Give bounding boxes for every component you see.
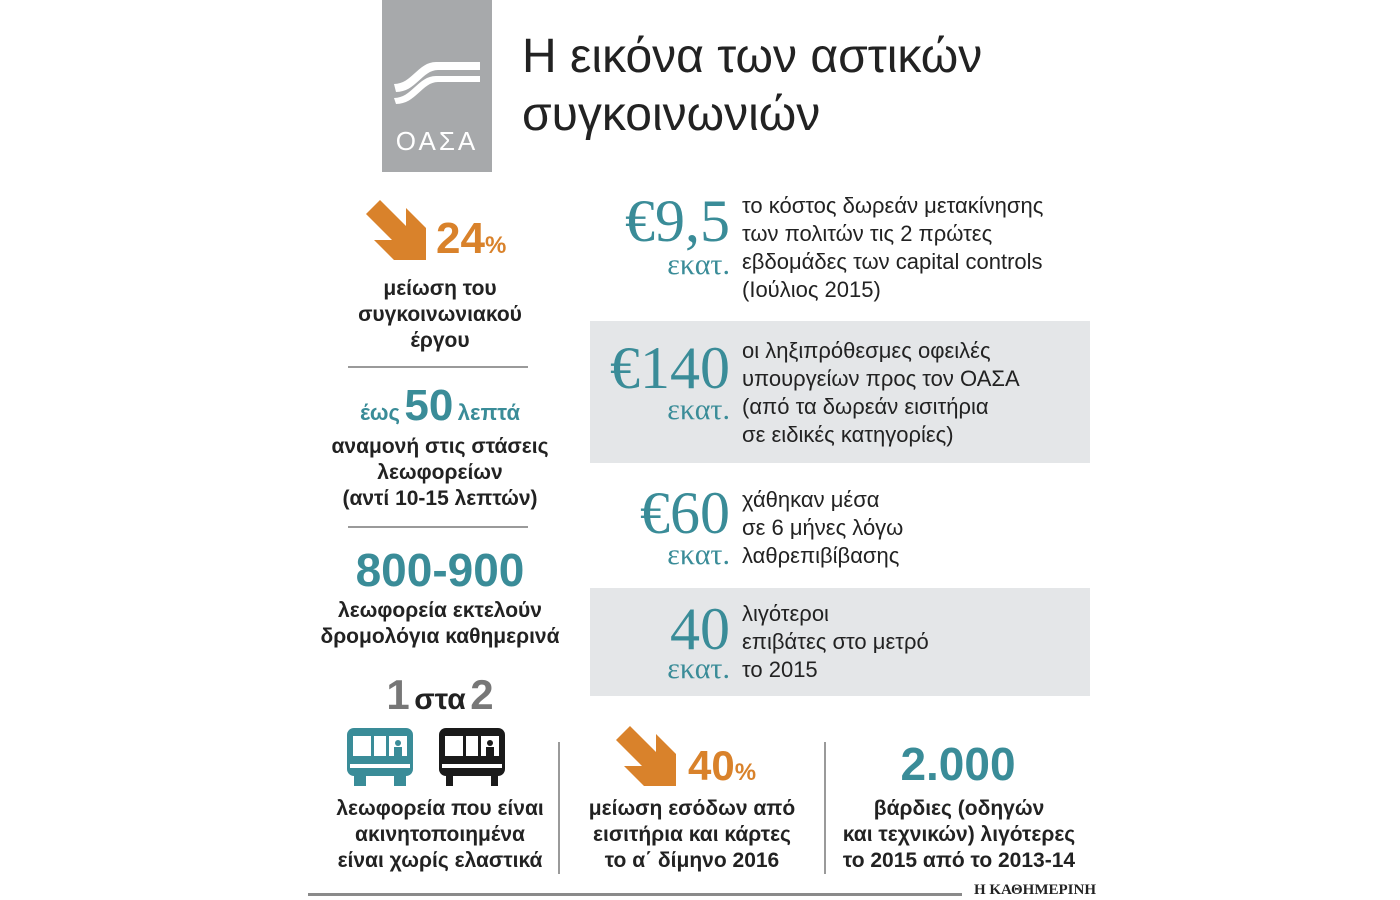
desc-line: εβδομάδες των capital controls	[742, 249, 1043, 274]
desc-line: μείωση εσόδων από	[588, 797, 796, 820]
item-desc	[742, 337, 1090, 449]
stat-one-in-two-desc	[300, 796, 580, 874]
desc-line: σε 6 μήνες λόγω	[742, 515, 904, 540]
desc-line: και τεχνικών) λιγότερες	[842, 823, 1076, 846]
desc-line: λιγότεροι	[742, 601, 829, 626]
desc-line: λεωφορεία που είναι	[336, 797, 544, 820]
desc-line: βάρδιες (οδηγών	[873, 797, 1045, 820]
stat-unit: %	[484, 232, 507, 259]
desc-line: το 2015 από το 2013-14	[842, 849, 1076, 872]
stat-value: 40	[688, 742, 735, 789]
cost-free-transit-block	[590, 188, 1090, 312]
down-right-arrow-icon	[616, 726, 678, 788]
desc-line: το κόστος δωρεάν μετακίνησης	[742, 193, 1044, 218]
title-line-1: Η εικόνα των αστικών	[522, 30, 983, 83]
desc-line: οι ληξιπρόθεσμες οφειλές	[742, 338, 991, 363]
item-value: €9,5	[625, 188, 730, 254]
item-value: €60	[640, 480, 730, 546]
desc-line: χάθηκαν μέσα	[742, 487, 880, 512]
stat-wait-time-desc	[320, 434, 560, 512]
desc-line: εισιτήρια και κάρτες	[593, 823, 791, 846]
item-unit: εκατ.	[667, 393, 730, 426]
item-desc	[742, 192, 1090, 304]
footer-rule	[308, 893, 962, 896]
stat-value: 24	[436, 214, 485, 263]
desc-line: (από τα δωρεάν εισιτήρια	[742, 394, 989, 419]
desc-line: (Ιούλιος 2015)	[742, 277, 881, 302]
desc-line: το α΄ δίμηνο 2016	[604, 849, 780, 872]
item-value: 40	[670, 596, 730, 662]
desc-line: (αντί 10-15 λεπτών)	[342, 487, 538, 510]
stat-wait-time	[320, 382, 560, 440]
item-value: €140	[610, 335, 730, 401]
item-desc	[742, 486, 1090, 570]
oasa-logo	[382, 0, 492, 172]
stat-prefix: έως	[359, 400, 400, 425]
desc-line: λεωφορεία εκτελούν	[338, 599, 542, 622]
desc-line: έργου	[410, 329, 470, 352]
fare-evasion-block	[590, 478, 1090, 578]
oasa-wave-icon	[392, 48, 482, 112]
item-unit: εκατ.	[667, 248, 730, 281]
item-unit: εκατ.	[667, 538, 730, 571]
desc-line: λεωφορείων	[377, 461, 503, 484]
stat-buses-daily: 800-900	[355, 544, 525, 596]
overdue-debts-block	[590, 321, 1090, 463]
stat-num1: 1	[386, 671, 410, 718]
down-right-arrow-icon	[366, 200, 428, 262]
stat-revenue-drop	[688, 742, 756, 797]
bus-teal-icon	[346, 726, 414, 788]
desc-line: ακινητοποιημένα	[355, 823, 525, 846]
stat-value: 50	[404, 381, 454, 430]
stat-num2: 2	[470, 671, 494, 718]
desc-line: επιβάτες στο μετρό	[742, 629, 929, 654]
divider	[348, 526, 528, 528]
desc-line: είναι χωρίς ελαστικά	[337, 849, 543, 872]
stat-shifts-desc	[828, 796, 1090, 874]
desc-line: αναμονή στις στάσεις	[331, 435, 549, 458]
desc-line: συγκοινωνιακού	[358, 303, 522, 326]
desc-line: δρομολόγια καθημερινά	[320, 625, 560, 648]
desc-line: υπουργείων προς τον ΟΑΣΑ	[742, 366, 1020, 391]
divider	[348, 366, 528, 368]
stat-reduction-work	[436, 214, 506, 271]
stat-reduction-work-desc	[320, 276, 560, 354]
stat-one-in-two	[320, 670, 560, 730]
desc-line: σε ειδικές κατηγορίες)	[742, 422, 954, 447]
stat-suffix: λεπτά	[457, 400, 521, 425]
page-title	[522, 28, 1082, 144]
item-desc	[742, 600, 1090, 684]
logo-text: ΟΑΣΑ	[395, 126, 479, 156]
title-line-2: συγκοινωνιών	[522, 88, 821, 141]
desc-line: λαθρεπιβίβασης	[742, 543, 900, 568]
stat-mid: στα	[414, 683, 466, 716]
stat-unit: %	[734, 759, 757, 786]
bus-black-icon	[438, 726, 506, 788]
metro-passengers-block	[590, 588, 1090, 696]
stat-revenue-drop-desc	[572, 796, 812, 874]
stat-shifts: 2.000	[900, 738, 1016, 790]
divider	[824, 742, 826, 874]
divider	[558, 742, 560, 874]
desc-line: των πολιτών τις 2 πρώτες	[742, 221, 993, 246]
stat-buses-daily-desc	[300, 598, 580, 650]
desc-line: το 2015	[742, 657, 818, 682]
desc-line: μείωση του	[383, 277, 497, 300]
item-unit: εκατ.	[667, 652, 730, 685]
source-credit: Η ΚΑΘΗΜΕΡΙΝΗ	[973, 882, 1096, 898]
